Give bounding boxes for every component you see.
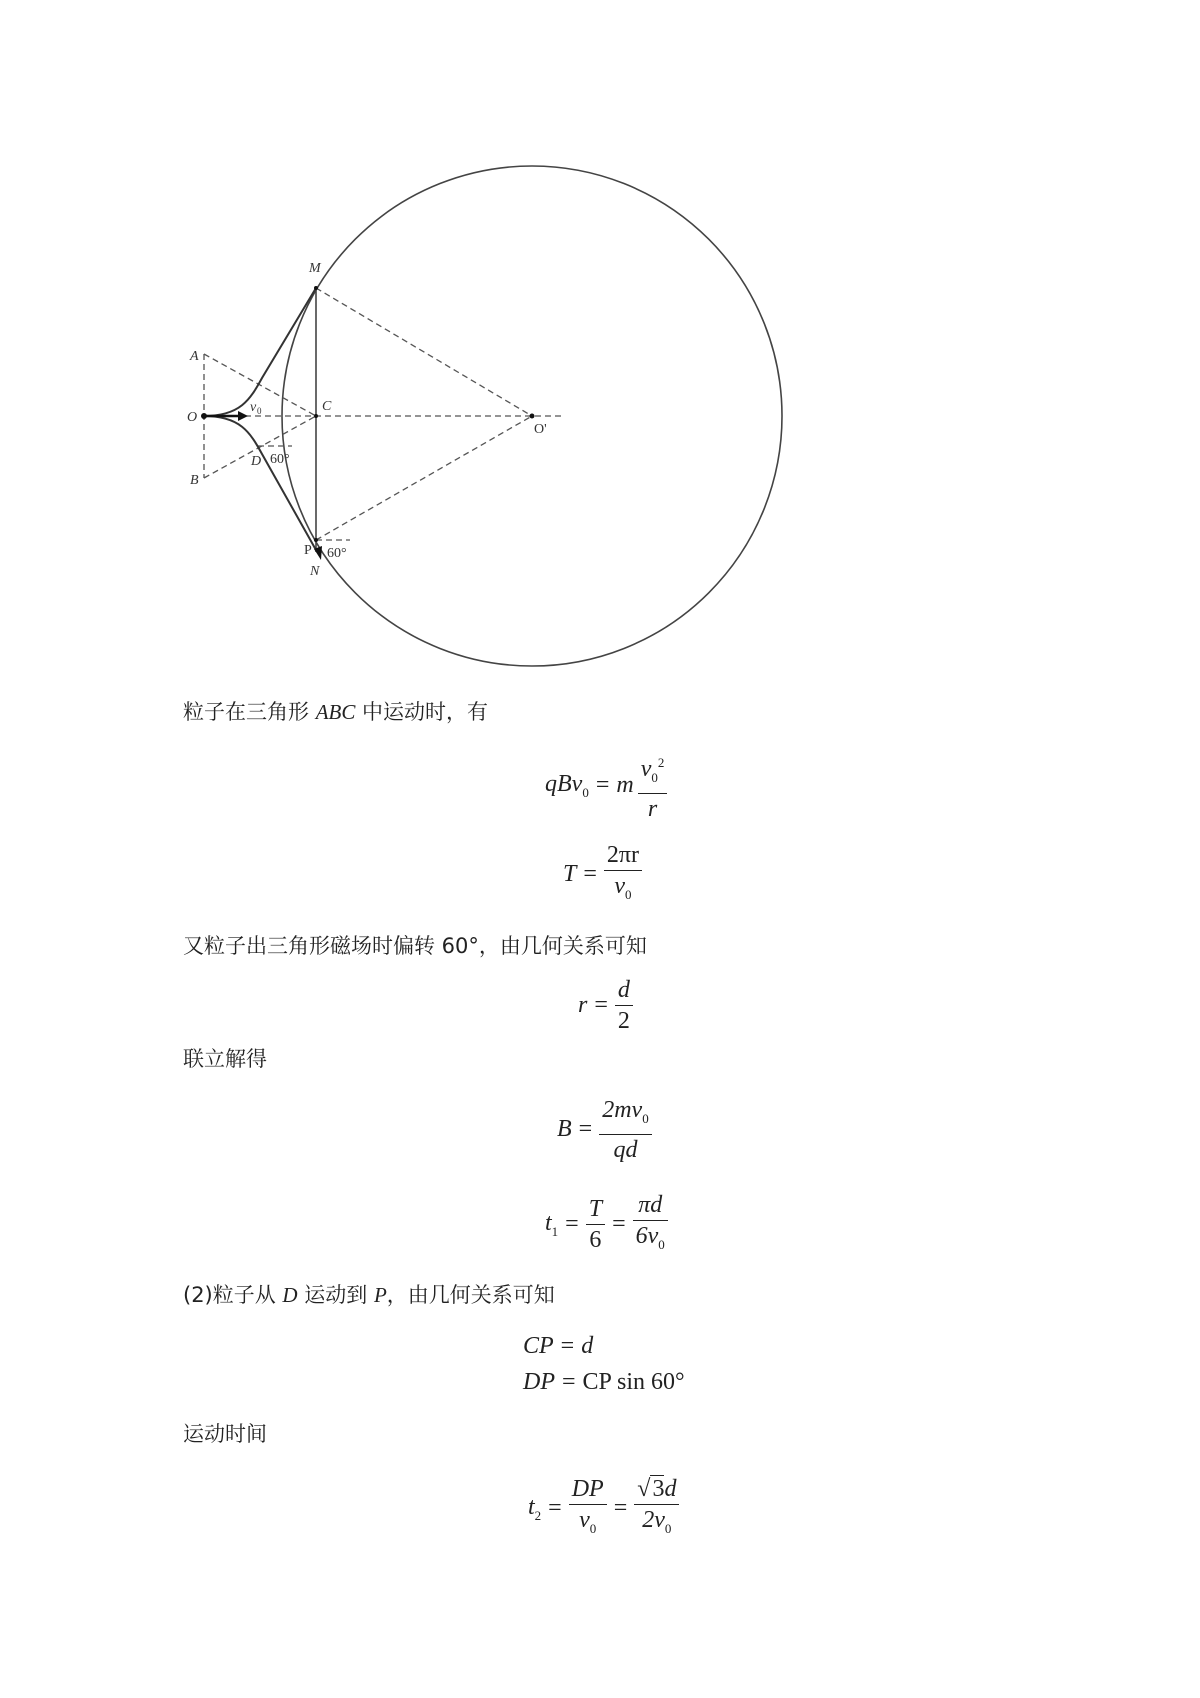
point-o-prime: [530, 414, 535, 419]
label-d: D: [251, 454, 262, 469]
equation-6: CP = d: [523, 1333, 594, 1359]
v0-arrowhead: [238, 411, 248, 421]
equation-7: DP = CP sin 60°: [523, 1369, 685, 1395]
label-v0: v: [250, 400, 257, 415]
equation-8: $t_2$ = $\frac{DP}{v_0}$ = $\frac{√3d}{2v_0}$: [528, 1474, 679, 1544]
equation-2: T = $\frac{2\pi r}{v_0}$: [563, 840, 642, 910]
equation-3: r = $\frac{d}{2}$: [578, 975, 633, 1036]
text-paragraph-1: 粒子在三角形 ABC 中运动时，有: [183, 700, 489, 724]
text-paragraph-2: 又粒子出三角形磁场时偏转 60°，由几何关系可知: [183, 934, 647, 958]
equation-1: qBv$_0$ = m $\frac{v_0^2}{r}$: [545, 748, 667, 824]
label-p: P: [304, 543, 312, 558]
label-o: O: [187, 410, 198, 425]
label-c: C: [322, 399, 332, 414]
label-m: M: [309, 261, 321, 276]
label-angle-2: 60°: [327, 546, 347, 561]
dashed-po-prime: [316, 416, 532, 540]
upper-trajectory: [204, 288, 316, 416]
lower-trajectory: [204, 416, 316, 550]
label-angle-1: 60°: [270, 452, 290, 467]
text-paragraph-5: 运动时间: [183, 1422, 267, 1446]
dashed-mo-prime: [316, 288, 532, 416]
equation-5: $t_1$ = $\frac{T}{6}$ = $\frac{\pi d}{6v_0}$: [545, 1190, 668, 1260]
point-m: [314, 286, 318, 290]
label-v0-sub: 0: [257, 406, 262, 416]
text-paragraph-4: (2)粒子从 D 运动到 P，由几何关系可知: [183, 1283, 555, 1307]
text-paragraph-3: 联立解得: [183, 1047, 267, 1071]
point-c: [314, 414, 318, 418]
equation-4: B = $\frac{2mv_0}{qd}$: [557, 1095, 652, 1165]
label-o-prime: O': [534, 422, 547, 437]
label-n: N: [310, 564, 320, 579]
point-o: [201, 413, 207, 419]
label-a: A: [190, 349, 199, 364]
geometry-diagram: [0, 0, 1200, 680]
point-p: [314, 538, 318, 542]
label-b: B: [190, 473, 199, 488]
